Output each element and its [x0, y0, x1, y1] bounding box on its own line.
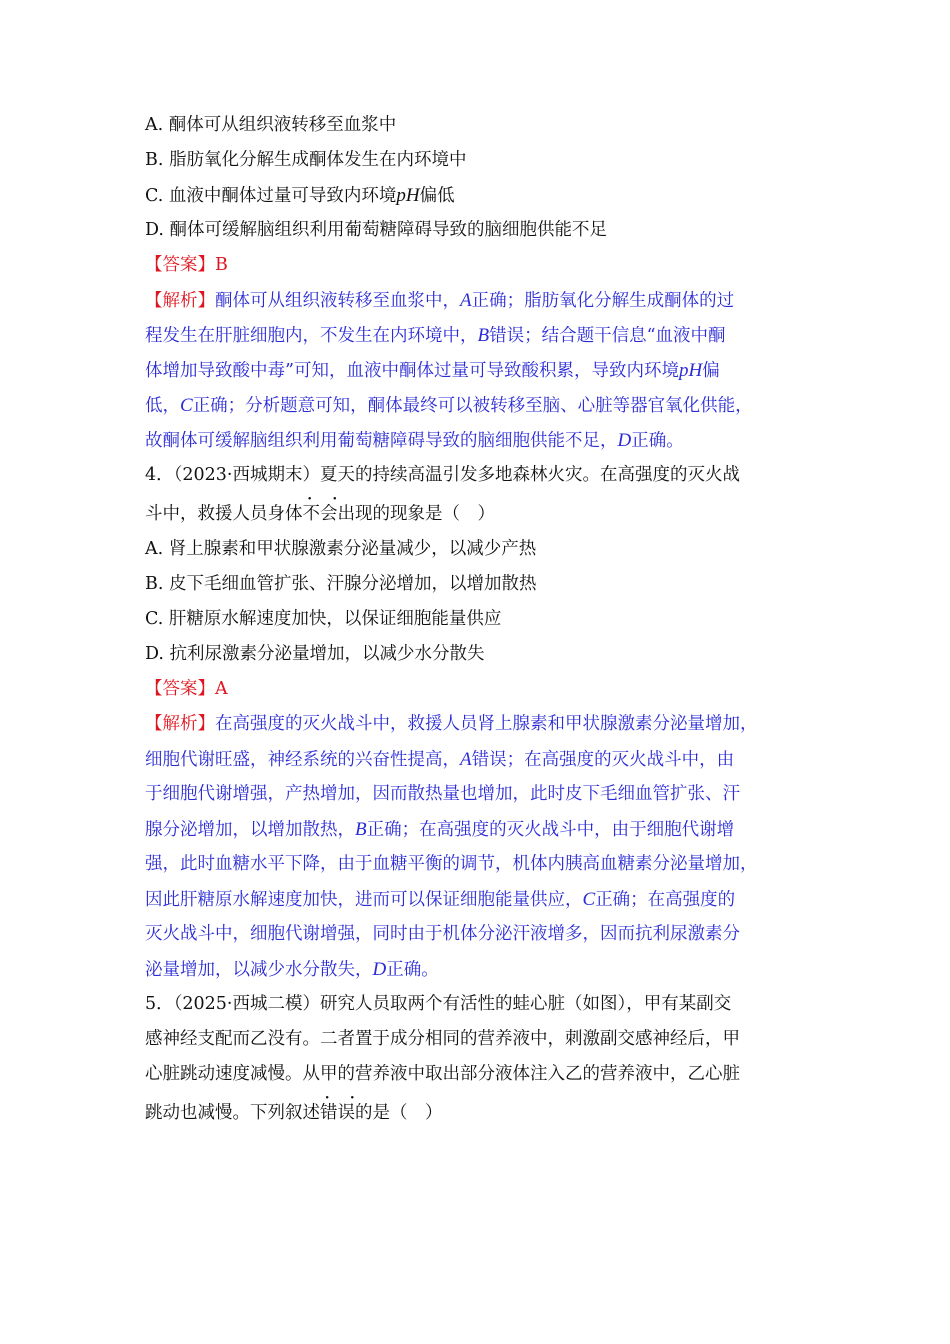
q4-option-c: C. 肝糖原水解速度加快，以保证细胞能量供应 [145, 609, 502, 629]
analysis-text: 细胞代谢旺盛，神经系统的兴奋性提高， [145, 750, 460, 770]
stem-text: 出现的现象是（ ） [337, 504, 495, 524]
option-letter: B [355, 819, 367, 840]
stem-text: 跳动也减慢。下列叙述 [145, 1103, 320, 1123]
analysis-text: 错误；结合题干信息“血液中酮 [489, 326, 726, 346]
option-letter: A [460, 290, 472, 311]
q3-answer [145, 248, 805, 283]
option-letter: D [617, 430, 632, 451]
q3-option-b: B. 脂肪氧化分解生成酮体发生在内环境中 [145, 150, 467, 170]
analysis-text: 正确；脂肪氧化分解生成酮体的过 [471, 291, 735, 311]
answer-label: 【答案】 [145, 255, 215, 275]
q3-analysis-line-5 [145, 423, 805, 458]
q3-option-c [145, 178, 805, 213]
analysis-text: 正确；在高强度的 [595, 890, 736, 910]
stem-text: 斗中，救援人员身体 [145, 504, 303, 524]
q4-answer [145, 672, 805, 707]
analysis-text: 腺分泌增加，以增加散热， [145, 820, 355, 840]
q4-analysis-line-8 [145, 952, 805, 987]
analysis-text: 体增加导致酸中毒”可知，血液中酮体过量可导致酸积累，导致内环境 [145, 361, 679, 381]
answer-label: 【答案】 [145, 679, 215, 699]
q4-analysis-line-6 [145, 882, 805, 917]
analysis-text: 错误；在高强度的灭火战斗中，由 [471, 750, 735, 770]
analysis-text: 在高强度的灭火战斗中，救援人员肾上腺素和甲状腺激素分泌量增加， [215, 714, 758, 734]
q5-stem-line-1: 5．（2025·西城二模）研究人员取两个有活性的蛙心脏（如图），甲有某副交 [145, 994, 732, 1014]
analysis-text: 泌量增加，以减少水分散失， [145, 960, 373, 980]
emphasis-text: · · 不会 [303, 493, 338, 536]
q3-analysis-line-3 [145, 353, 805, 388]
analysis-text: 正确；分析题意可知，酮体最终可以被转移至脑、心脏等器官氧化供能， [192, 396, 753, 416]
analysis-text: 正确。 [386, 960, 439, 980]
q5-stem-line-3: 心脏跳动速度减慢。从甲的营养液中取出部分液体注入乙的营养液中，乙心脏 [145, 1064, 740, 1084]
q3-analysis-line-4 [145, 388, 805, 423]
q3-analysis-line-2 [145, 318, 805, 353]
q4-analysis-line-3: 于细胞代谢增强，产热增加，因而散热量也增加，此时皮下毛细血管扩张、汗 [145, 784, 740, 804]
ph-symbol: pH [678, 360, 703, 381]
emphasis-text: · · 错误 [320, 1092, 355, 1135]
answer-value: B [215, 255, 228, 275]
q4-option-d: D. 抗利尿激素分泌量增加，以减少水分散失 [145, 644, 485, 664]
option-letter: C [582, 889, 596, 910]
q5-stem-line-2: 感神经支配而乙没有。二者置于成分相同的营养液中，刺激副交感神经后，甲 [145, 1029, 740, 1049]
analysis-text: 酮体可从组织液转移至血浆中， [215, 291, 460, 311]
q4-analysis-line-5: 强，此时血糖水平下降，由于血糖平衡的调节，机体内胰高血糖素分泌量增加， [145, 854, 758, 874]
q4-analysis-line-4 [145, 812, 805, 847]
analysis-label: 【解析】 [145, 714, 215, 734]
analysis-text: 正确。 [631, 431, 684, 451]
option-letter: D [372, 959, 387, 980]
analysis-text: 正确；在高强度的灭火战斗中，由于细胞代谢增 [366, 820, 735, 840]
q3-option-c-tail: 偏低 [419, 186, 455, 206]
q3-analysis [145, 283, 805, 458]
q4-analysis-line-7: 灭火战斗中，细胞代谢增强，同时由于机体分泌汗液增多，因而抗利尿激素分 [145, 924, 740, 944]
option-letter: A [460, 749, 472, 770]
option-letter: C [180, 395, 193, 416]
analysis-text: 程发生在肝脏细胞内，不发生在内环境中， [145, 326, 478, 346]
q3-option-a: A. 酮体可从组织液转移至血浆中 [145, 115, 397, 135]
document-page [145, 108, 805, 1131]
q4-stem-line-2 [145, 493, 805, 532]
question-4 [145, 458, 805, 672]
question-5 [145, 987, 805, 1131]
analysis-text: 因此肝糖原水解速度加快，进而可以保证细胞能量供应， [145, 890, 583, 910]
q4-stem-line-1: 4．（2023·西城期末）夏天的持续高温引发多地森林火灾。在高强度的灭火战 [145, 465, 740, 485]
q4-option-a: A. 肾上腺素和甲状腺激素分泌量减少，以减少产热 [145, 539, 537, 559]
q4-analysis-line-1 [145, 707, 805, 742]
analysis-label: 【解析】 [145, 291, 215, 311]
q3-analysis-line-1 [145, 283, 805, 318]
stem-text: 的是（ ） [355, 1103, 443, 1123]
q4-option-b: B. 皮下毛细血管扩张、汗腺分泌增加，以增加散热 [145, 574, 537, 594]
q3-option-d: D. 酮体可缓解脑组织利用葡萄糖障碍导致的脑细胞供能不足 [145, 220, 608, 240]
q4-analysis [145, 707, 805, 987]
q5-stem-line-4 [145, 1092, 805, 1131]
analysis-text: 故酮体可缓解脑组织利用葡萄糖障碍导致的脑细胞供能不足， [145, 431, 618, 451]
q4-analysis-line-2 [145, 742, 805, 777]
option-letter: B [477, 325, 490, 346]
analysis-text: 低， [145, 396, 180, 416]
q3-option-c-text: C. 血液中酮体过量可导致内环境 [145, 186, 397, 206]
ph-symbol: pH [396, 185, 420, 206]
analysis-text: 偏 [702, 361, 720, 381]
answer-value: A [215, 679, 228, 699]
